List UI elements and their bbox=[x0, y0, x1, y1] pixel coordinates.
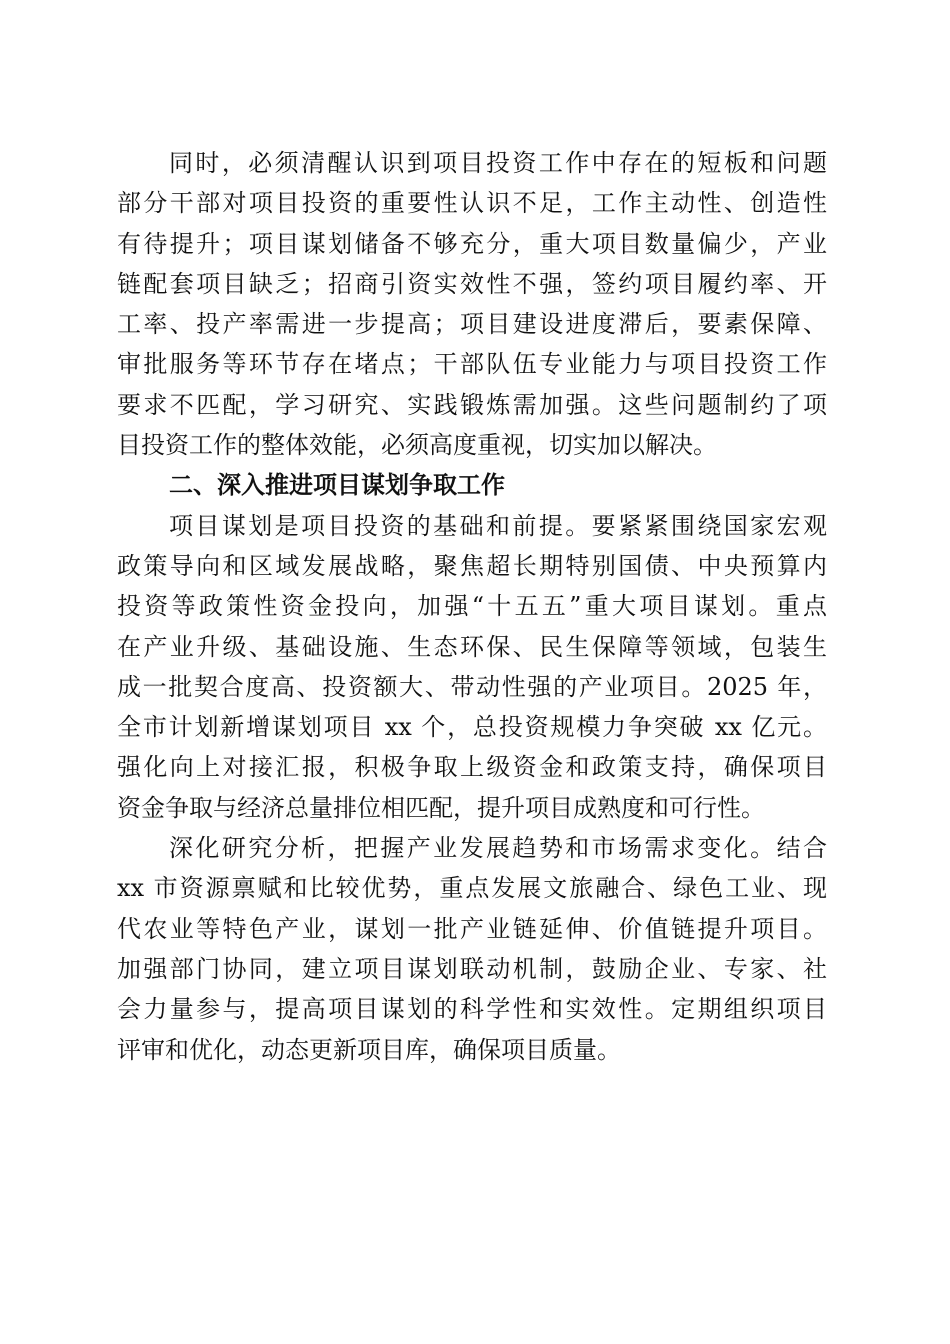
paragraph-line: 资金争取与经济总量排位相匹配，提升项目成熟度和可行性。 bbox=[117, 793, 765, 822]
paragraph-line: 要求不匹配，学习研究、实践锻炼需加强。这些问题制约了项 bbox=[117, 390, 827, 419]
paragraph-line: 深化研究分析，把握产业发展趋势和市场需求变化。结合 bbox=[169, 834, 827, 863]
paragraph-line: 项目谋划是项目投资的基础和前提。要紧紧围绕国家宏观 bbox=[169, 511, 827, 540]
paragraph-line: 强化向上对接汇报，积极争取上级资金和政策支持，确保项目 bbox=[117, 753, 827, 782]
paragraph-line: 审批服务等环节存在堵点；干部队伍专业能力与项目投资工作 bbox=[117, 350, 827, 379]
paragraph-line: 全市计划新增谋划项目 xx 个，总投资规模力争突破 xx 亿元。 bbox=[117, 713, 827, 742]
paragraph-line: xx 市资源禀赋和比较优势，重点发展文旅融合、绿色工业、现 bbox=[117, 874, 827, 903]
paragraph-line: 加强部门协同，建立项目谋划联动机制，鼓励企业、专家、社 bbox=[117, 954, 827, 983]
paragraph-line: 成一批契合度高、投资额大、带动性强的产业项目。2025 年， bbox=[117, 672, 827, 701]
paragraph-line: 部分干部对项目投资的重要性认识不足，工作主动性、创造性 bbox=[117, 189, 827, 218]
paragraph-line: 政策导向和区域发展战略，聚焦超长期特别国债、中央预算内 bbox=[117, 551, 827, 580]
paragraph-line: 评审和优化，动态更新项目库，确保项目质量。 bbox=[117, 1035, 621, 1064]
paragraph-line: 在产业升级、基础设施、生态环保、民生保障等领域，包装生 bbox=[117, 632, 827, 661]
paragraph-line: 链配套项目缺乏；招商引资实效性不强，签约项目履约率、开 bbox=[117, 269, 827, 298]
paragraph-line: 有待提升；项目谋划储备不够充分，重大项目数量偏少，产业 bbox=[117, 229, 827, 258]
paragraph-line: 同时，必须清醒认识到项目投资工作中存在的短板和问题 bbox=[169, 149, 827, 177]
paragraph-line: 会力量参与，提高项目谋划的科学性和实效性。定期组织项目 bbox=[117, 995, 827, 1024]
paragraph-line: 投资等政策性资金投向，加强“十五五”重大项目谋划。重点 bbox=[117, 592, 827, 621]
section-heading: 二、深入推进项目谋划争取工作 bbox=[169, 471, 505, 500]
paragraph-research-analysis bbox=[117, 828, 827, 1070]
document-body bbox=[117, 143, 827, 1070]
paragraph-problems bbox=[117, 143, 827, 465]
paragraph-project-planning bbox=[117, 506, 827, 828]
paragraph-line: 工率、投产率需进一步提高；项目建设进度滞后，要素保障、 bbox=[117, 310, 827, 339]
paragraph-line: 目投资工作的整体效能，必须高度重视，切实加以解决。 bbox=[117, 431, 717, 460]
paragraph-line: 代农业等特色产业，谋划一批产业链延伸、价值链提升项目。 bbox=[117, 914, 827, 943]
